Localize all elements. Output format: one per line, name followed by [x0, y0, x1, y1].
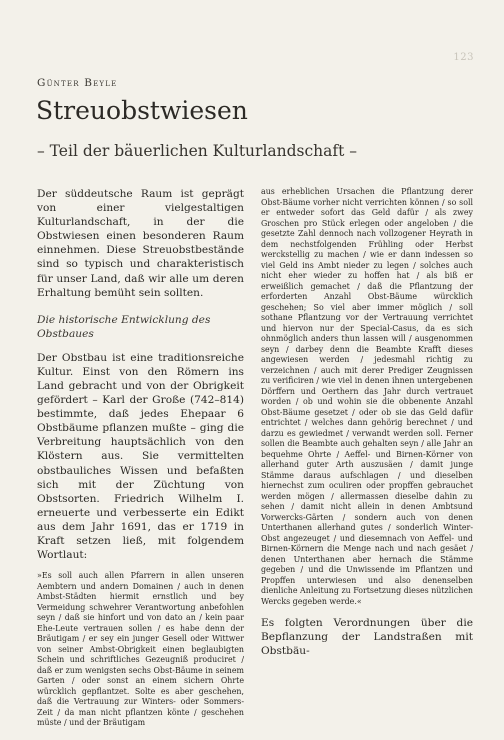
closing-paragraph: Es folgten Verordnungen über die Bepflanzung der Landstraßen mit Obstbäu- [261, 617, 473, 658]
history-paragraph: Der Obstbau ist eine traditionsreiche Kultur. Einst von den Römern ins Land gebracht und von der Obrigkeit gefördert – Karl der Große (742–814) bestimmte, daß jedes Ehepaar 6 Obstbäume pflanzen mußte – ging die Verbreitung hauptsächlich von den Klöstern aus. Sie vermittelten obstbauliches Wissen und befaßten sich mit der Züchtung von Obstsorten. Friedrich Wilhelm I. erneuerte und verbesserte ein Edikt aus dem Jahr 1691, das er 1719 in Kraft setzen ließ, mit folgendem Wortlaut: [37, 351, 244, 562]
article-title: Streuobstwiesen [36, 96, 248, 125]
edict-quote-part-1: »Es soll auch allen Pfarrern in allen unseren Aembtern und andern Domainen / auch in denen Ambst-Städten hiermit ernstlich und bey Vermeidung schwehrer Verantwortung anbefohlen seyn / daß sie hinfort und von dato an / kein paar Ehe-Leute vertrauen sollen / es habe denn der Bräutigam / er sey ein junger Gesell oder Wittwer von seiner Ambst-Obrigkeit einen beglaubigten Schein und schriftliches Gezeugniß produciret / daß er zum wenigsten sechs Obst-Bäume in seinem Garten / oder sonst an einem sichern Ohrte würcklich gepflantzet. Solte es aber geschehen, daß die Vertrauung zur Winters- oder Sommers-Zeit / da man nicht pflantzen könte / geschehen müste / und der Bräutigam [37, 571, 244, 728]
section-heading: Die historische Entwicklung des Obstbaues [37, 313, 211, 340]
intro-paragraph: Der süddeutsche Raum ist geprägt von einer vielgestaltigen Kulturlandschaft, in der die Obstwiesen einen besonderen Raum einnehmen. Diese Streuobstbestände sind so typisch und charakteristisch für unser Land, daß wir alle um deren Erhaltung bemüht sein sollten. [37, 188, 244, 299]
page-number: 123 [453, 52, 474, 63]
article-subtitle: – Teil der bäuerlichen Kulturlandschaft – [37, 142, 358, 160]
right-column [261, 187, 473, 659]
left-column [37, 187, 244, 729]
author-name: Günter Beyle [37, 77, 118, 89]
edict-quote-part-2: aus erheblichen Ursachen die Pflantzung derer Obst-Bäume vorher nicht verrichten können / so soll er entweder sofort das Geld dafür / als zwey Groschen pro Stück erlegen oder angeloben / die gesetzte Zahl dennoch nach vollzogener Heyrath in dem nechstfolgenden Frühling oder Herbst werckstellig zu machen / wie er dann indessen so viel Geld ins Ambt nieder zu legen / solches auch nicht eher wieder zu hoffen hat / als biß er erweißlich gemachet / daß die Pflantzung der erforderten Anzahl Obst-Bäume würcklich geschehen; So viel aber immer möglich / soll sothane Pflantzung vor der Vertrauung verrichtet und hiervon nur der Special-Casus, da es sich ohnmöglich anders thun lassen will / ausgenommen seyn / darbey denn die Beambte Krafft dieses angewiesen werden / jedesmahl richtig zu verzeichnen / auch mit derer Prediger Zeugnissen zu verificiren / wie viel in denen ihnen untergebenen Dörffern und Oerthern das Jahr durch vertrauet worden / ob und wohin sie die obbenente Anzahl Obst-Bäume gesetzet / oder ob sie das Geld dafür entrichtet / welches dann gehörig berechnet / und darzu es gewiedmet / verwandt werden soll. Ferner sollen die Beambte auch gehalten seyn / alle Jahr an bequehme Ohrte / Aeffel- und Birnen-Körner von allerhand guter Arth auszusäen / damit junge Stämme daraus aufschlagen / und dieselben hiernechst zum oculiren oder propffen gebrauchet werden mögen / allermassen dieselbe dahin zu sehen / damit nicht allein in denen Ambtsund Vorwercks-Gärten / sondern auch von denen Unterthanen allerhand gutes / sonderlich Winter-Obst angezeuget / und diesemnach von Aeffel- und Birnen-Körnern die Menge nach und nach gesäet / denen Unterthanen aber hernach die Stämme gegeben / und die Unwissende im Pflantzen und Propffen unterwiesen und also denenselben dienliche Anleitung zu Fortsetzung dieses nützlichen Wercks gegeben werde.« [261, 187, 474, 606]
